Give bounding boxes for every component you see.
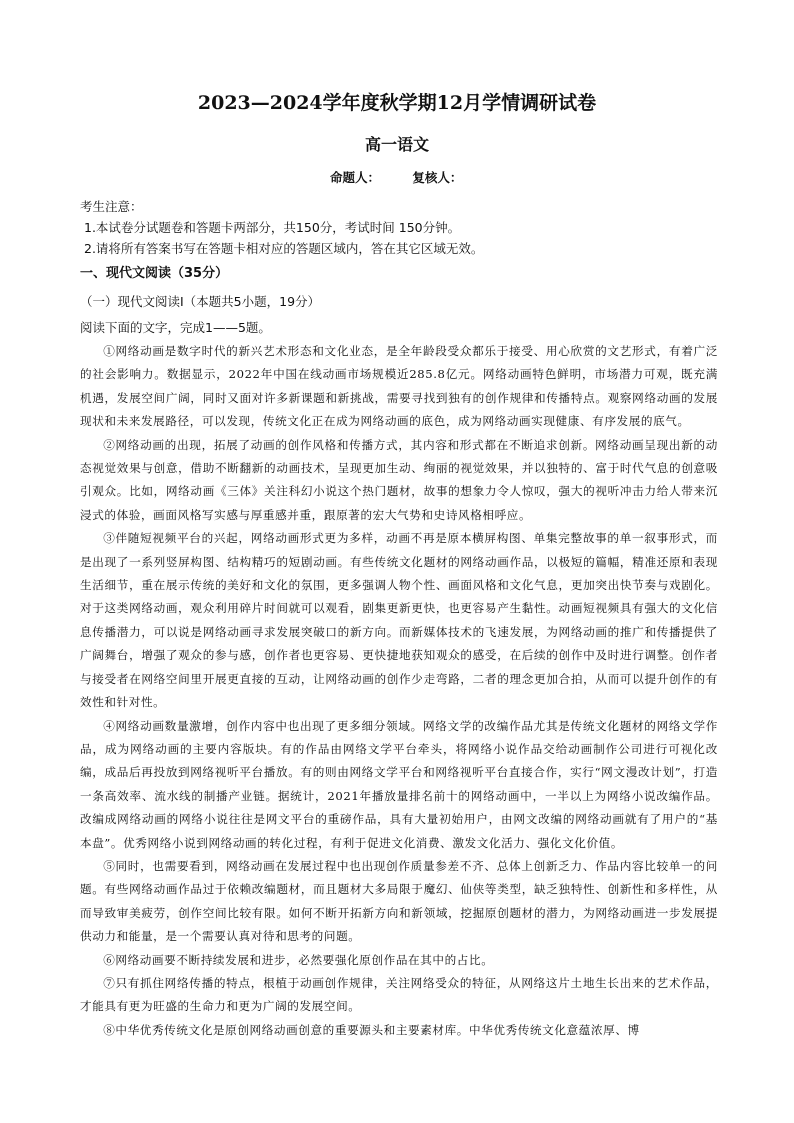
notice-item: 1.本试卷分试题卷和答题卡两部分，共150分，考试时间 150分钟。 [84,220,461,235]
paragraph: ③伴随短视频平台的兴起，网络动画形式更为多样，动画不再是原本横屏构图、单集完整故事的单一叙事形式，而是出现了一系列竖屏构图、结构精巧的短剧动画。有些传统文化题材的网络动画作品，以极短的篇幅，精准还原和表现生活细节，重在展示传统的美好和文化的氛围，更多强调人物个性、画面风格和文化气息，更加突出快节奏与戏剧化。对于这类网络动画，观众利用碎片时间就可以观看，剧集更新更快，也更容易产生黏性。动画短视频具有强大的文化信息传播潜力，可以说是网络动画寻求发展突破口的新方向。而新媒体技术的飞速发展，为网络动画的推广和传播提供了广阔舞台，增强了观众的参与感，创作者也更容易、更快捷地获知观众的感受，在后续的创作中及时进行调整。创作者与接受者在网络空间里开展更直接的互动，让网络动画的创作少走弯路，二者的理念更加合拍，从而可以提升创作的有效性和针对性。 [80,531,718,710]
paragraph: ⑦只有抓住网络传播的特点，根植于动画创作规律，关注网络受众的特征，从网络这片土地生长出来的艺术作品，才能具有更为旺盛的生命力和更为广阔的发展空间。 [80,975,718,1014]
notice-item: 2.请将所有答案书写在答题卡相对应的答题区域内，答在其它区域无效。 [84,241,484,256]
notice-block [80,196,483,259]
reading-instruction: 阅读下面的文字，完成1——5题。 [80,320,271,335]
notice-heading: 考生注意： [80,199,143,214]
paragraph: ⑧中华优秀传统文化是原创网络动画创意的重要源头和主要素材库。中华优秀传统文化意蕴浓厚、博 [103,1022,640,1037]
paragraph: ⑥网络动画要不断持续发展和进步，必然要强化原创作品在其中的占比。 [103,952,494,967]
author-line [330,168,490,186]
paragraph: ①网络动画是数字时代的新兴艺术形态和文化业态，是全年龄段受众都乐于接受、用心欣赏的文艺形式，有着广泛的社会影响力。数据显示，2022年中国在线动画市场规模近285.8亿元。网络动画特色鲜明，市场潜力可观，既充满机遇，发展空间广阔，同时又面对许多新课题和新挑战，需要寻找到独有的创作规律和传播特点。观察网络动画的发展现状和未来发展路径，可以发现，传统文化正在成为网络动画的底色，成为网络动画实现健康、有序发展的底气。 [80,344,718,429]
paragraph: ④网络动画数量激增，创作内容中也出现了更多细分领域。网络文学的改编作品尤其是传统文化题材的网络文学作品，成为网络动画的主要内容版块。有的作品由网络文学平台牵头，将网络小说作品交给动画制作公司进行可视化改编，成品后再投放到网络视听平台播放。有的则由网络文学平台和网络视听平台直接合作，实行“网文漫改计划”，打造一条高效率、流水线的制播产业链。据统计，2021年播放量排名前十的网络动画中，一半以上为网络小说改编作品。改编成网络动画的网络小说往往是网文平台的重磅作品，具有大量初始用户，由网文改编的网络动画就有了用户的“基本盘”。优秀网络小说到网络动画的转化过程，有利于促进文化消费、激发文化活力、强化文化价值。 [80,718,718,850]
exam-subject: 高一语文 [364,135,429,154]
author-label: 命题人： [330,170,381,185]
reviewer-label: 复核人： [412,170,463,185]
section-heading: 一、现代文阅读（35分） [80,266,229,281]
paragraph: ⑤同时，也需要看到，网络动画在发展过程中也出现创作质量参差不齐、总体上创新乏力、作品内容比较单一的问题。有些网络动画作品过于依赖改编题材，而且题材大多局限于魔幻、仙侠等类型，缺乏独特性、创新性和多样性，从而导致审美疲劳，创作空间比较有限。如何不断开拓新方向和新领域，挖掘原创题材的潜力，为网络动画进一步发展提供动力和能量，是一个需要认真对待和思考的问题。 [80,858,718,944]
passage-body [80,340,718,1042]
paragraph: ②网络动画的出现，拓展了动画的创作风格和传播方式，其内容和形式都在不断追求创新。网络动画呈现出新的动态视觉效果与创意，借助不断翻新的动画技术，呈现更加生动、绚丽的视觉效果，并以独特的、富于时代气息的创意吸引观众。比如，网络动画《三体》关注科幻小说这个热门题材，故事的想象力令人惊叹，强大的视听冲击力给人带来沉浸式的体验，画面风格写实感与厚重感并重，跟原著的宏大气势和史诗风格相呼应。 [80,437,718,522]
exam-title: 2023—2024学年度秋学期12月学情调研试卷 [197,92,597,114]
subsection-heading: （一）现代文阅读Ⅰ（本题共5小题，19分） [80,294,321,309]
